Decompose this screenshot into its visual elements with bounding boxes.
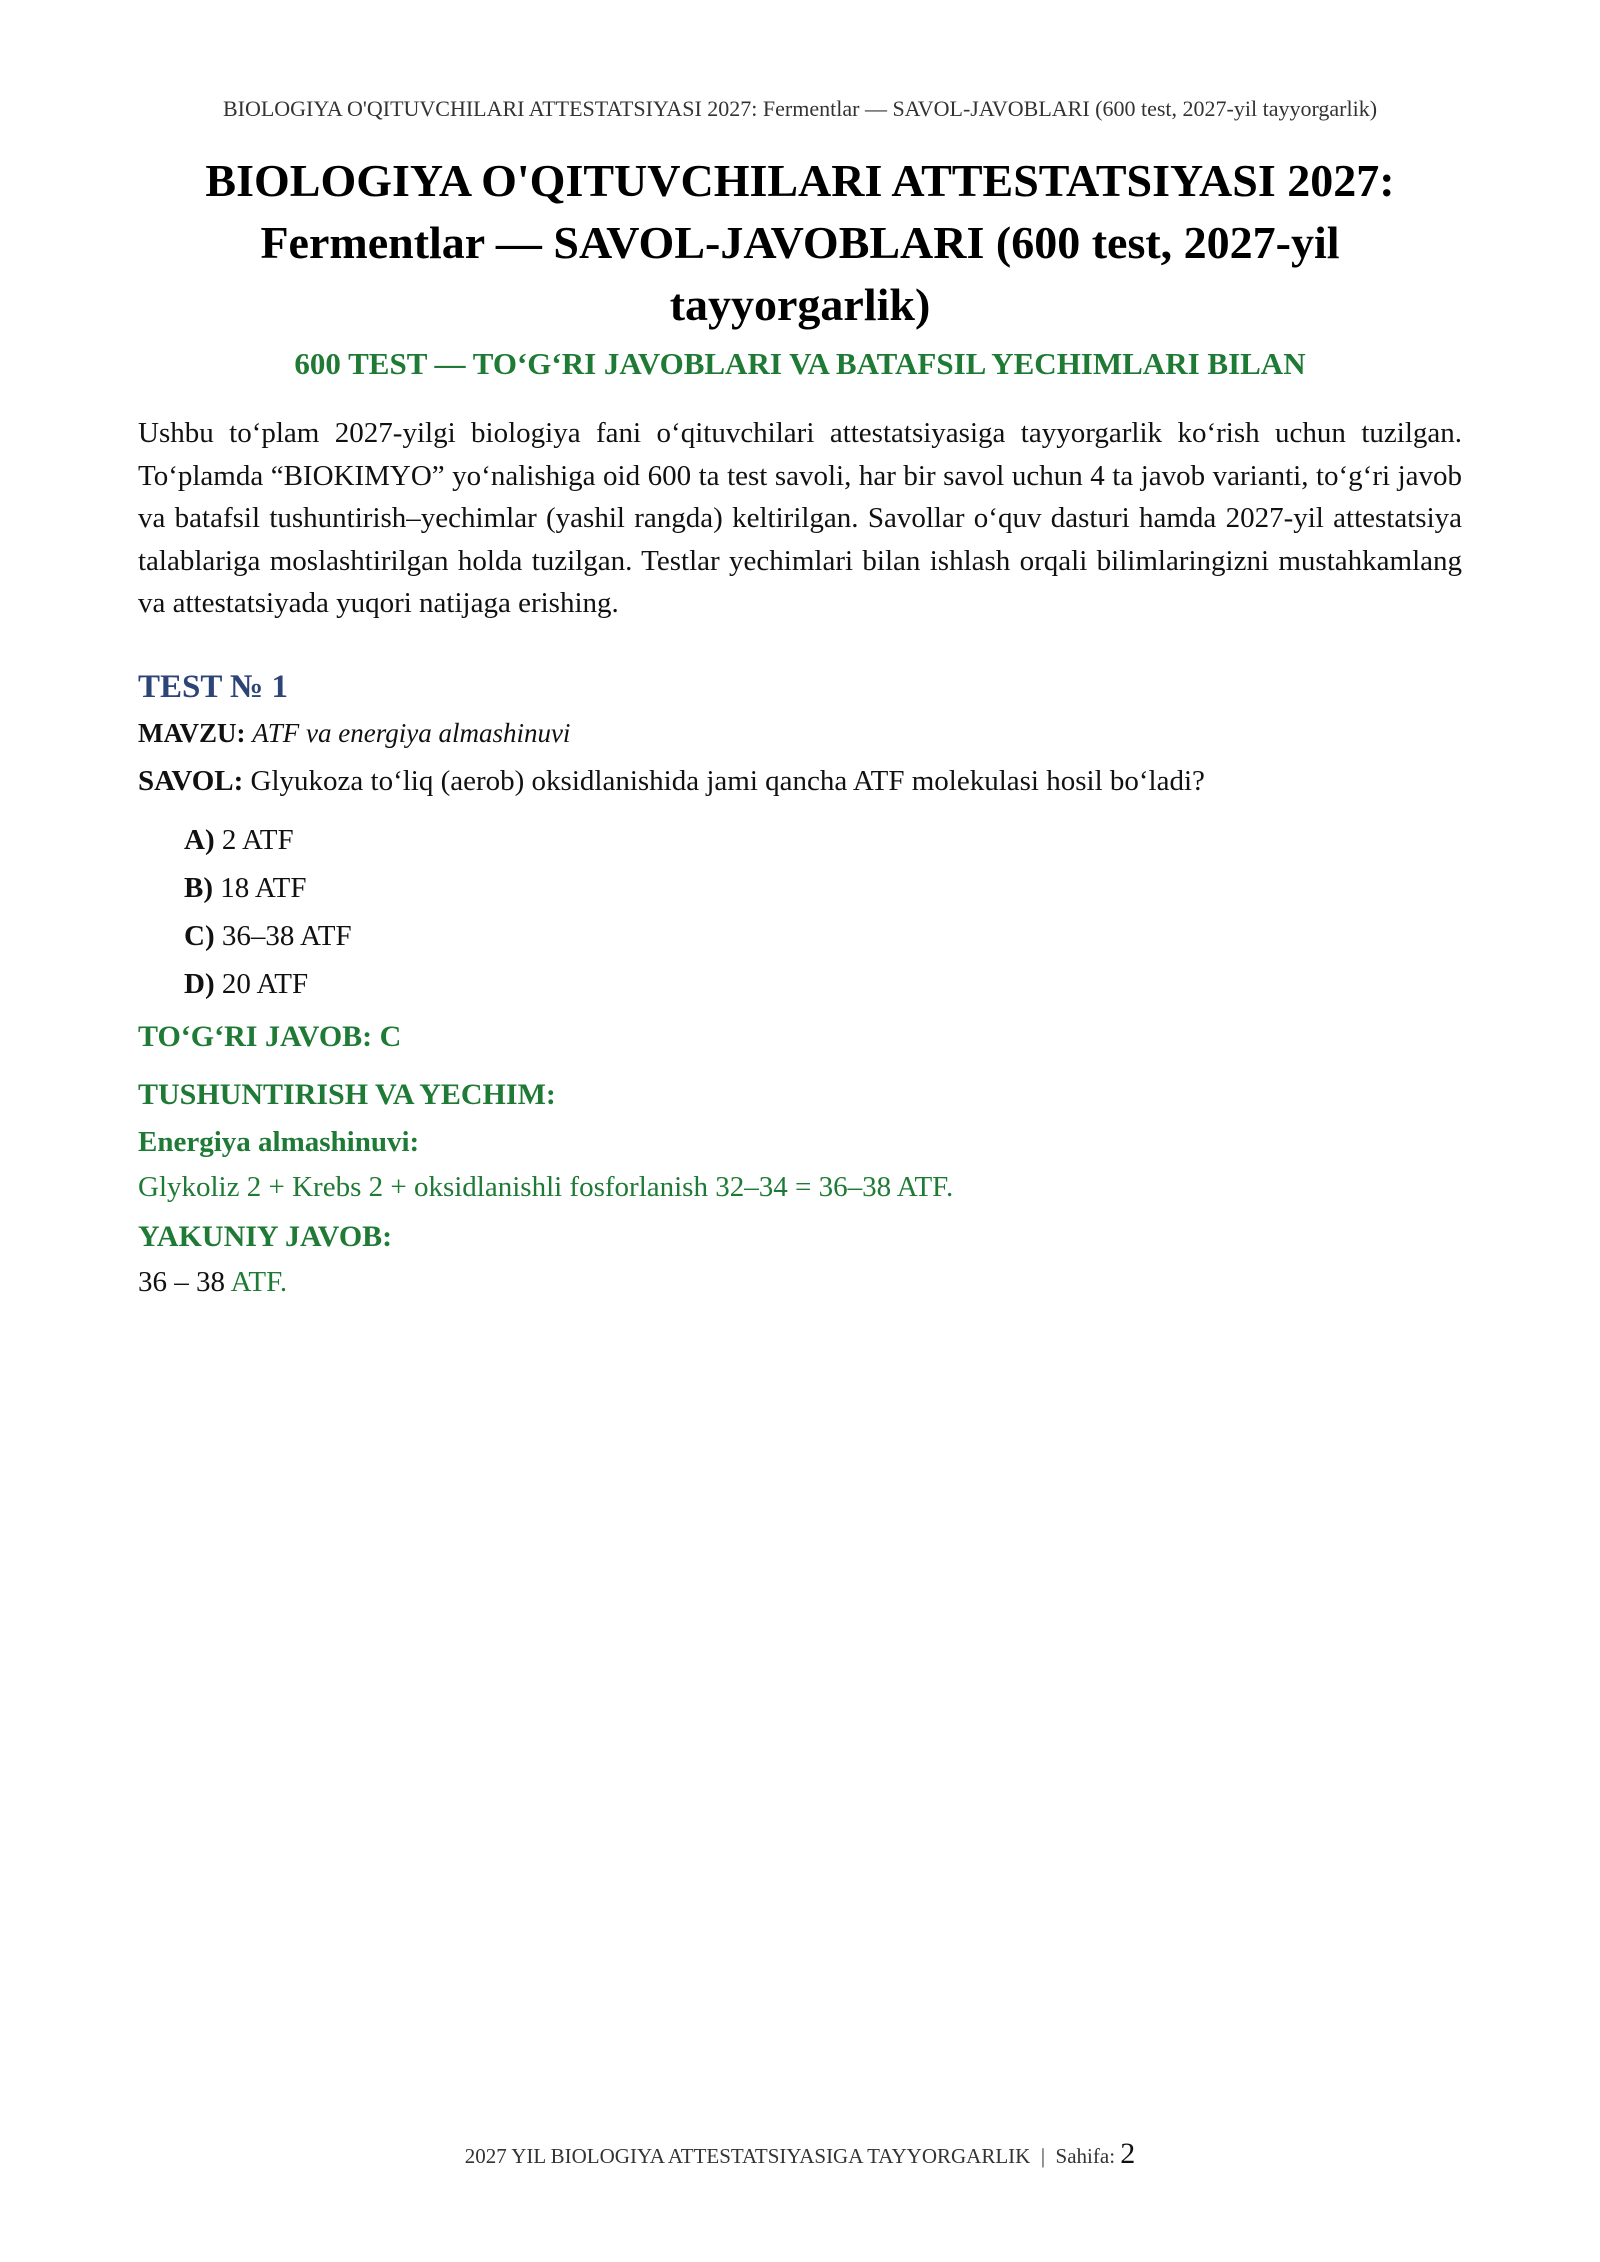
correct-answer: TO‘G‘RI JAVOB: C [138, 1019, 402, 1053]
document-subtitle: 600 TEST — TO‘G‘RI JAVOBLARI VA BATAFSIL YECHIMLARI BILAN [294, 346, 1306, 381]
intro-paragraph: Ushbu to‘plam 2027-yilgi biologiya fani o‘qituvchilari attestatsiyasiga tayyorgarlik ko‘rish uchun tuzilgan. To‘plamda “BIOKIMYO” yo‘nalishiga oid 600 ta test savoli, har bir savol uchun 4 ta javob varianti, to‘g‘ri javob va batafsil tushuntirish–yechimlar (yashil rangda) keltirilgan. Savollar o‘quv dasturi hamda 2027-yil attestatsiya talablariga moslashtirilgan holda tuzilgan. Testlar yechimlari bilan ishlash orqali bilimlaringizni mustahkamlang va attestatsiyada yuqori natijaga erishing. [138, 417, 1462, 619]
page-label: Sahifa: [1055, 2144, 1116, 2168]
topic-value: ATF va energiya almashinuvi [252, 717, 571, 748]
title-line-1: BIOLOGIYA O'QITUVCHILARI ATTESTATSIYASI 2027: [205, 155, 1395, 206]
explanation-heading: TUSHUNTIRISH VA YECHIM: [138, 1077, 556, 1111]
question-line [138, 765, 1462, 798]
answer-options [184, 816, 1462, 1008]
final-answer-heading: YAKUNIY JAVOB: [138, 1219, 393, 1253]
footer-text: 2027 YIL BIOLOGIYA ATTESTATSIYASIGA TAYYORGARLIK [464, 2144, 1031, 2168]
explanation-text: Glykoliz 2 + Krebs 2 + oksidlanishli fosforlanish 32–34 = 36–38 ATF. [138, 1170, 954, 1203]
option-c [184, 912, 1462, 960]
title-line-3: tayyorgarlik) [669, 279, 931, 330]
option-letter: A) [184, 823, 215, 856]
page-content [138, 150, 1462, 1299]
option-letter: B) [184, 871, 213, 904]
option-a [184, 816, 1462, 864]
question-text: Glyukoza to‘liq (aerob) oksidlanishida jami qancha ATF molekulasi hosil bo‘ladi? [250, 764, 1205, 797]
question-label: SAVOL: [138, 764, 244, 797]
option-b [184, 864, 1462, 912]
option-text: 36–38 ATF [221, 919, 352, 952]
option-d [184, 960, 1462, 1008]
title-line-2: Fermentlar — SAVOL-JAVOBLARI (600 test, 2027-yil [260, 217, 1340, 268]
running-header: BIOLOGIYA O'QITUVCHILARI ATTESTATSIYASI 2027: Fermentlar — SAVOL-JAVOBLARI (600 test, 2027-yil tayyorgarlik) [222, 96, 1378, 121]
option-letter: C) [184, 919, 215, 952]
option-text: 2 ATF [221, 823, 294, 856]
document-title [138, 150, 1462, 336]
final-answer [138, 1266, 1462, 1299]
page-number: 2 [1120, 2137, 1136, 2170]
explanation-subheading: Energiya almashinuvi: [138, 1125, 420, 1158]
option-text: 18 ATF [220, 871, 307, 904]
test-heading: TEST № 1 [138, 668, 288, 705]
topic-label: MAVZU: [138, 717, 246, 748]
topic-line [138, 718, 1462, 749]
final-answer-unit: ATF. [230, 1265, 288, 1298]
page-footer [0, 2137, 1600, 2171]
footer-separator: | [1040, 2144, 1046, 2168]
option-text: 20 ATF [221, 967, 309, 1000]
final-answer-number: 36 – 38 [138, 1265, 225, 1298]
option-letter: D) [184, 967, 215, 1000]
